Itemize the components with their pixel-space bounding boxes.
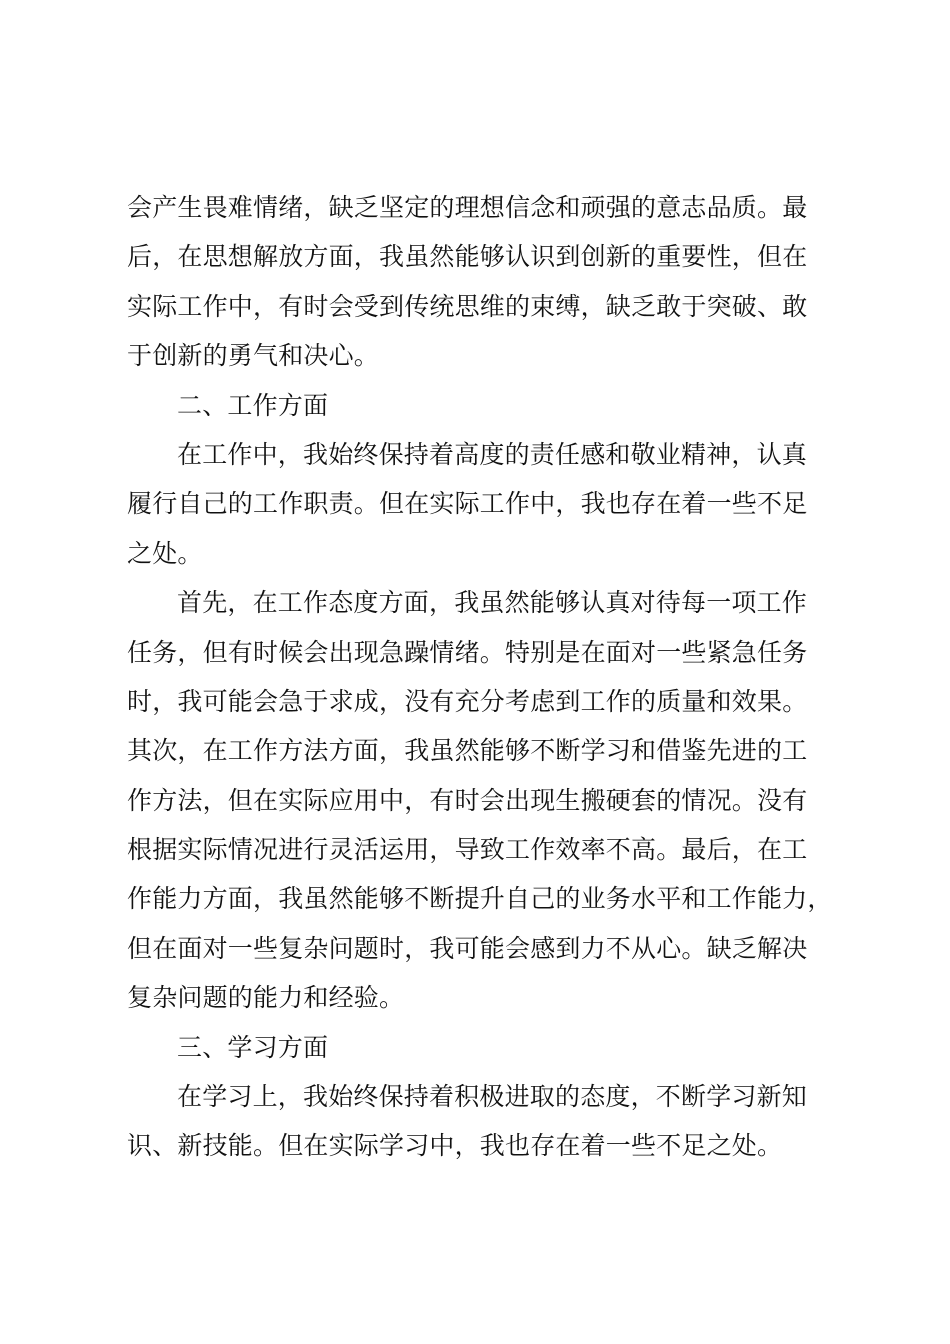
paragraph-line: 作能力方面，我虽然能够不断提升自己的业务水平和工作能力， xyxy=(127,884,833,914)
section-heading-study: 三、学习方面 xyxy=(177,1032,329,1062)
document-body xyxy=(127,183,837,1171)
section-heading-work: 二、工作方面 xyxy=(177,390,329,420)
paragraph-line: 时，我可能会急于求成，没有充分考虑到工作的质量和效果。 xyxy=(127,686,808,716)
paragraph-line: 于创新的勇气和决心。 xyxy=(127,341,380,371)
paragraph-line: 识、新技能。但在实际学习中，我也存在着一些不足之处。 xyxy=(127,1131,783,1161)
paragraph-line: 会产生畏难情绪，缺乏坚定的理想信念和顽强的意志品质。最 xyxy=(127,193,808,222)
paragraph-line: 实际工作中，有时会受到传统思维的束缚，缺乏敢于突破、敢 xyxy=(127,291,808,321)
paragraph-line: 复杂问题的能力和经验。 xyxy=(127,983,405,1013)
paragraph-line: 履行自己的工作职责。但在实际工作中，我也存在着一些不足 xyxy=(127,489,808,519)
paragraph-line: 在工作中，我始终保持着高度的责任感和敬业精神，认真 xyxy=(177,439,808,469)
paragraph-line: 任务，但有时候会出现急躁情绪。特别是在面对一些紧急任务 xyxy=(127,637,808,667)
paragraph-line: 之处。 xyxy=(127,538,203,568)
paragraph-line: 作方法，但在实际应用中，有时会出现生搬硬套的情况。没有 xyxy=(127,785,808,815)
paragraph-line: 但在面对一些复杂问题时，我可能会感到力不从心。缺乏解决 xyxy=(127,933,808,963)
paragraph-line: 其次，在工作方法方面，我虽然能够不断学习和借鉴先进的工 xyxy=(127,736,808,766)
paragraph-line: 后，在思想解放方面，我虽然能够认识到创新的重要性，但在 xyxy=(127,242,808,272)
paragraph-line: 首先，在工作态度方面，我虽然能够认真对待每一项工作 xyxy=(177,588,808,618)
paragraph-line: 在学习上，我始终保持着积极进取的态度，不断学习新知 xyxy=(177,1082,808,1112)
paragraph-line: 根据实际情况进行灵活运用，导致工作效率不高。最后，在工 xyxy=(127,835,808,865)
